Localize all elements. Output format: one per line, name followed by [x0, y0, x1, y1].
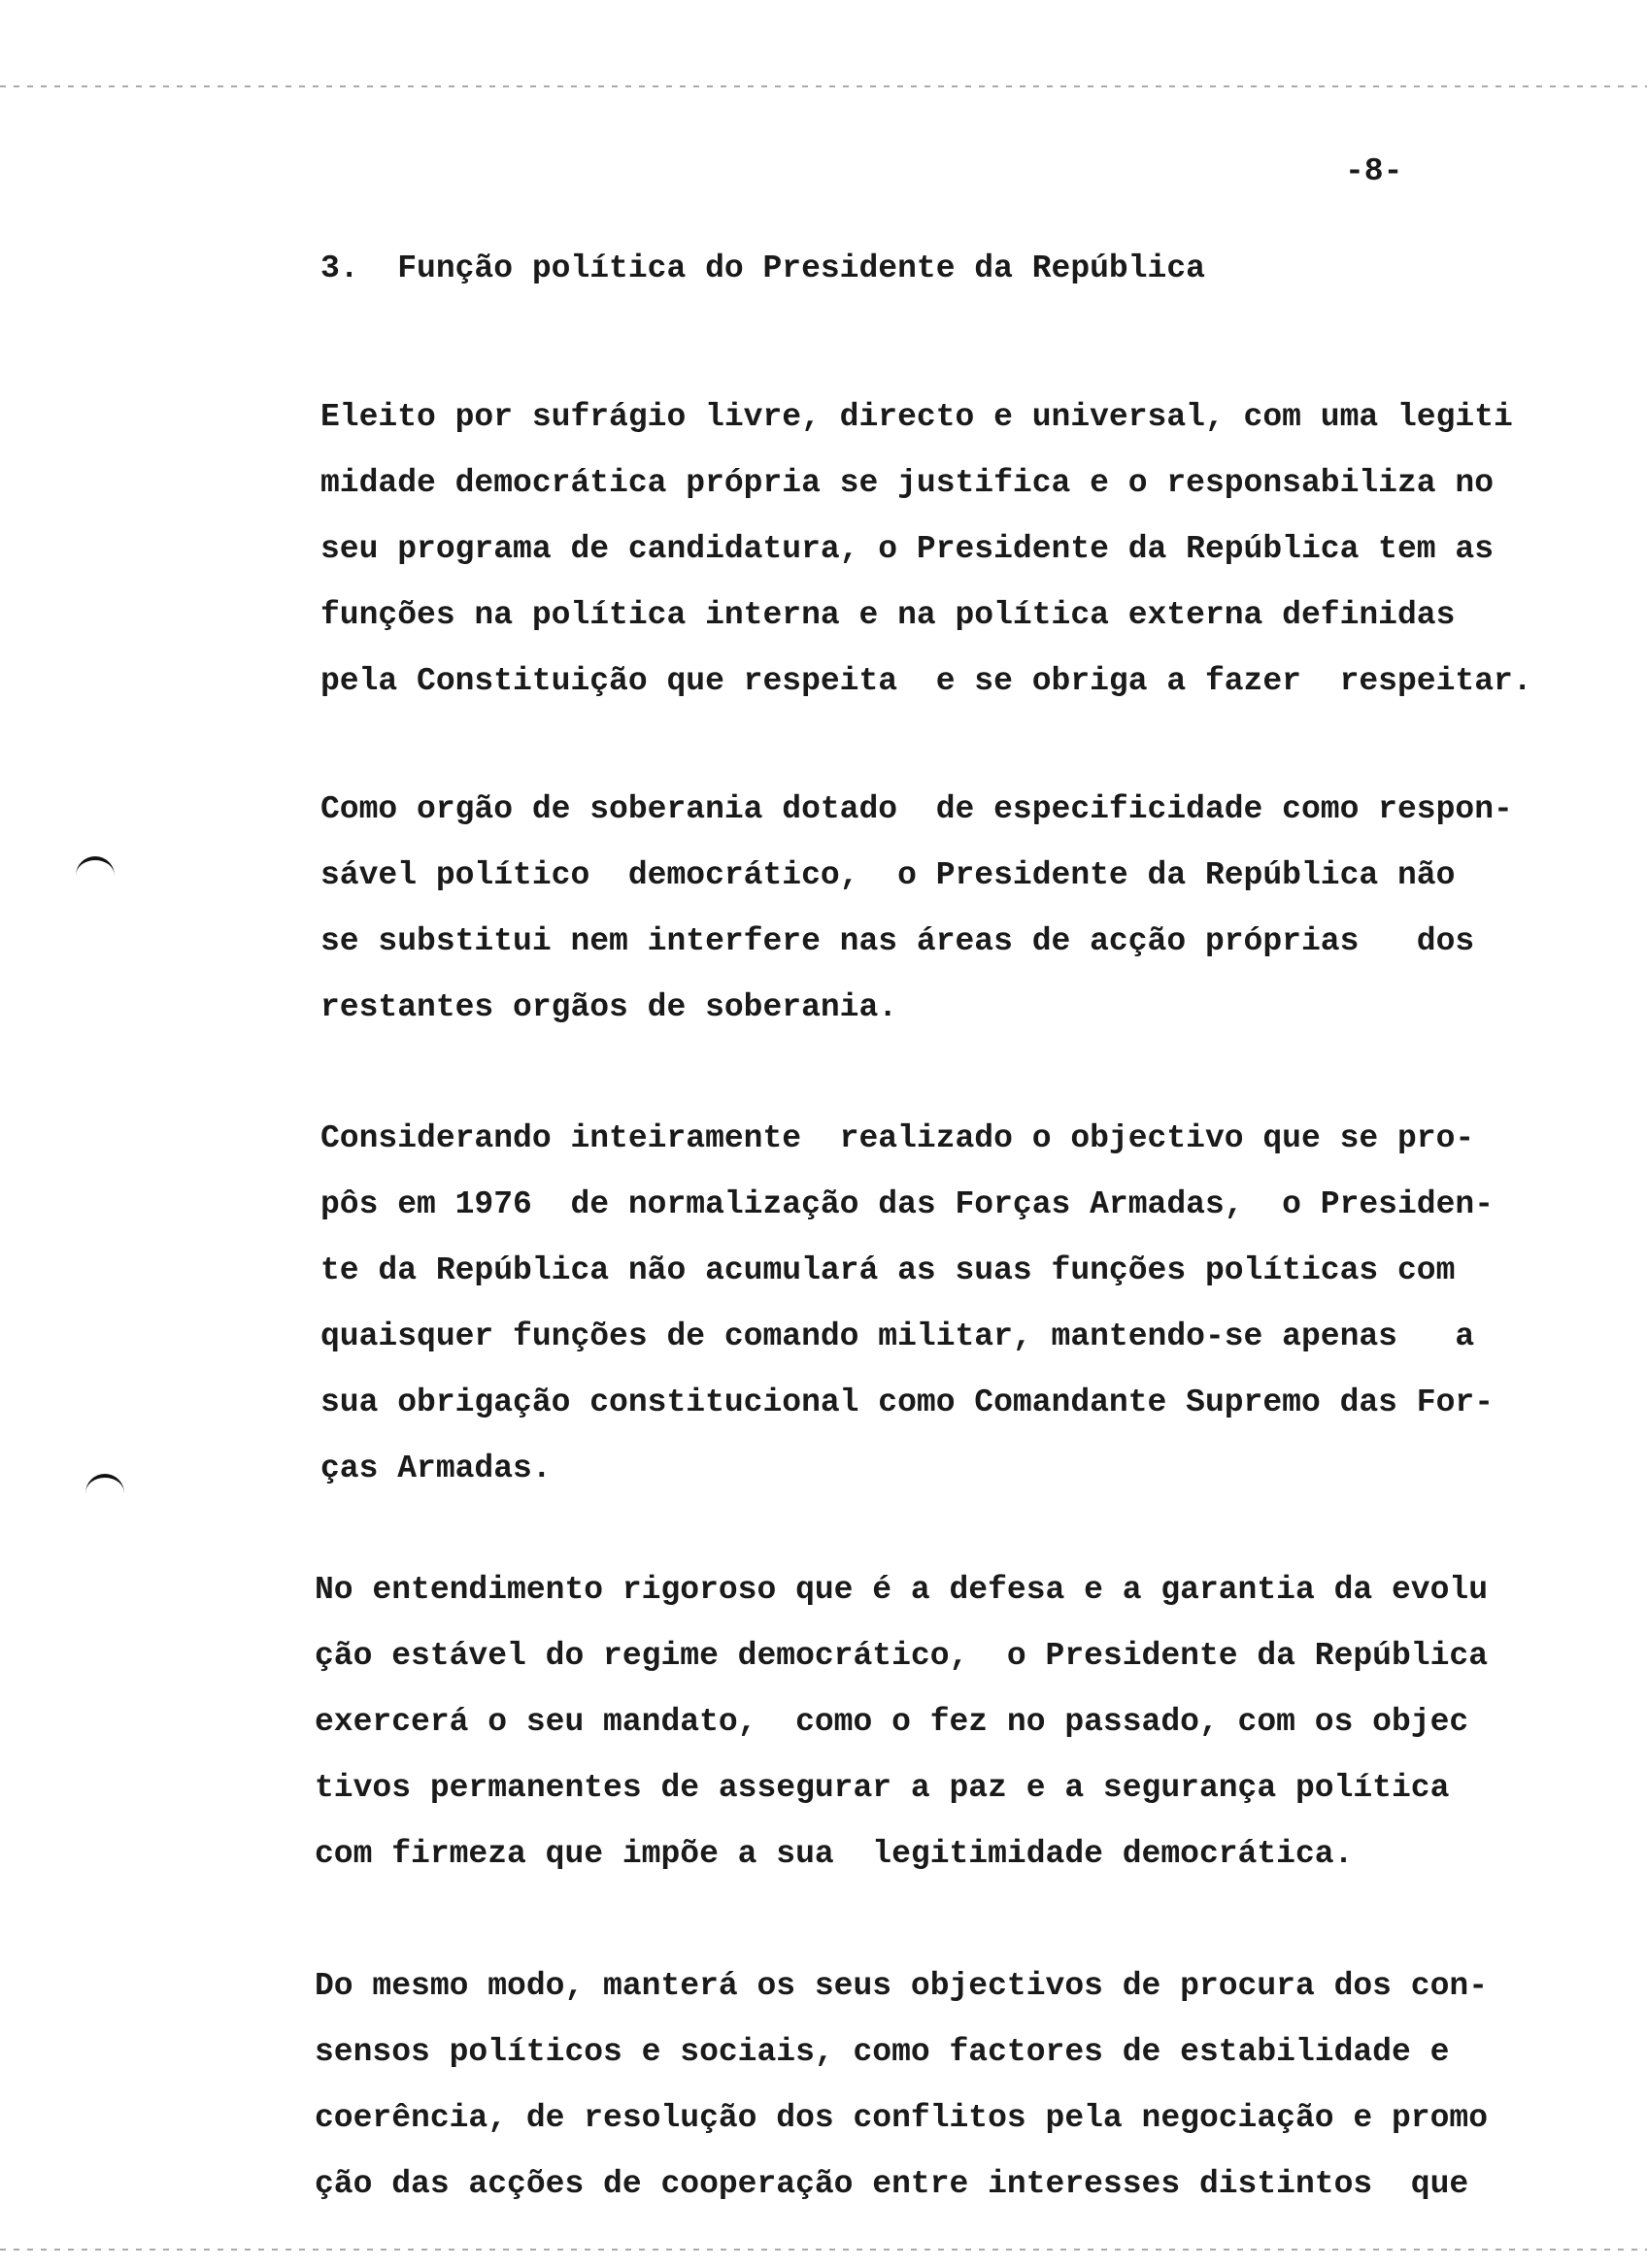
text-line: Do mesmo modo, manterá os seus objectivos de procura dos con-: [315, 1968, 1488, 2004]
text-line: te da República não acumulará as suas funções políticas com: [320, 1252, 1456, 1288]
text-line: Considerando inteiramente realizado o objectivo que se pro-: [320, 1120, 1475, 1156]
text-line: pela Constituição que respeita e se obriga a fazer respeitar.: [320, 663, 1532, 699]
text-line: quaisquer funções de comando militar, mantendo-se apenas a: [320, 1318, 1475, 1354]
text-line: ças Armadas.: [320, 1451, 552, 1486]
text-line: exercerá o seu mandato, como o fez no passado, com os objec: [315, 1704, 1469, 1740]
scan-artifact-top: [0, 85, 1647, 87]
text-line: funções na política interna e na política externa definidas: [320, 597, 1456, 633]
text-line: ção estável do regime democrático, o Presidente da República: [315, 1638, 1488, 1674]
scan-artifact-bottom: [0, 2249, 1647, 2251]
hole-punch-mark: [76, 856, 115, 882]
paragraph-1: [320, 384, 1532, 715]
text-line: midade democrática própria se justifica e o responsabiliza no: [320, 465, 1494, 501]
text-line: Eleito por sufrágio livre, directo e universal, com uma legiti: [320, 399, 1513, 435]
text-line: restantes orgãos de soberania.: [320, 989, 898, 1025]
page-number: -8-: [1345, 153, 1403, 189]
paragraph-5: [315, 1953, 1488, 2218]
text-line: sua obrigação constitucional como Comandante Supremo das For-: [320, 1384, 1494, 1420]
text-line: sável político democrático, o Presidente da República não: [320, 857, 1456, 893]
section-heading: 3. Função política do Presidente da República: [320, 250, 1205, 286]
text-line: pôs em 1976 de normalização das Forças Armadas, o Presiden-: [320, 1186, 1494, 1222]
text-line: se substitui nem interfere nas áreas de acção próprias dos: [320, 923, 1475, 959]
paragraph-3: [320, 1106, 1494, 1502]
paragraph-2: [320, 777, 1513, 1041]
text-line: ção das acções de cooperação entre interesses distintos que: [315, 2166, 1469, 2202]
text-line: seu programa de candidatura, o Presidente da República tem as: [320, 531, 1494, 567]
paragraph-4: [315, 1557, 1488, 1887]
text-line: sensos políticos e sociais, como factores de estabilidade e: [315, 2034, 1450, 2070]
text-line: com firmeza que impõe a sua legitimidade democrática.: [315, 1836, 1354, 1872]
text-line: No entendimento rigoroso que é a defesa e a garantia da evolu: [315, 1572, 1488, 1608]
text-line: Como orgão de soberania dotado de especificidade como respon-: [320, 791, 1513, 827]
hole-punch-mark: [85, 1474, 124, 1499]
text-line: tivos permanentes de assegurar a paz e a segurança política: [315, 1770, 1450, 1806]
text-line: coerência, de resolução dos conflitos pela negociação e promo: [315, 2100, 1488, 2136]
